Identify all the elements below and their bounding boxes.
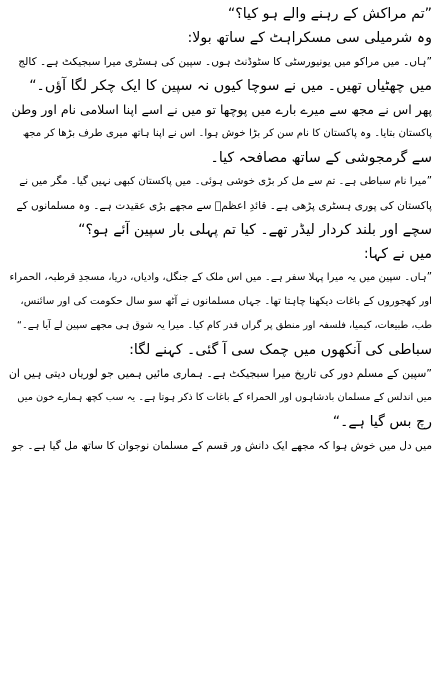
text-line: اور کھجوروں کے باغات دیکھنا چاہتا تھا۔ جہاں مسلمانوں نے آٹھ سو سال حکومت کی اور سائنس، — [20, 296, 432, 307]
text-line: ”میرا نام سباطی ہے۔ تم سے مل کر بڑی خوشی ہوئی۔ میں پاکستان کبھی نہیں گیا۔ مگر میں نے — [19, 176, 432, 187]
text-line: میں چھٹیاں تھیں۔ میں نے سوچا کیوں نہ سپین کا ایک چکر لگا آؤں۔“ — [29, 78, 432, 94]
text-line: پھر اس نے مجھ سے میرے بارے میں پوچھا تو میں نے اسے اپنا اسلامی نام اور وطن — [11, 102, 432, 117]
text-line: سچے اور بلند کردار لیڈر تھے۔ کیا تم پہلی بار سپین آئے ہو؟“ — [78, 222, 432, 238]
text-line: پاکستان بتایا۔ وہ پاکستان کا نام سن کر بڑا خوش ہوا۔ اس نے اپنا ہاتھ میری طرف بڑھا کر مجھ — [22, 128, 432, 139]
text-line: ”ہاں۔ سپین میں یہ میرا پہلا سفر ہے۔ میں اس ملک کے جنگل، وادیاں، دریا، مسجدِ قرطبہ، الحمراء — [9, 272, 432, 283]
text-line: میں اندلس کے مسلمان بادشاہوں اور الحمراء کے باغات کا ذکر ہوتا ہے۔ یہ سب کچھ ہمارے خون میں — [17, 392, 432, 403]
text-line: ”تم مراکش کے رہنے والے ہو کیا؟“ — [227, 6, 432, 22]
text-line: پاکستان کی پوری ہسٹری پڑھی ہے۔ قائدِ اعظمؒ سے مجھے بڑی عقیدت ہے۔ وہ مسلمانوں کے — [16, 200, 432, 212]
text-line: میں دل میں خوش ہوا کہ مجھے ایک دانش ور قسم کے مسلمان نوجوان کا ساتھ مل گیا ہے۔ جو — [12, 440, 432, 452]
text-line: سے گرمجوشی کے ساتھ مصافحہ کیا۔ — [210, 150, 432, 166]
text-line: وہ شرمیلی سی مسکراہٹ کے ساتھ بولا: — [187, 30, 432, 46]
text-line: طب، طبیعات، کیمیا، فلسفہ اور منطق پر گراں قدر کام کیا۔ میرا یہ شوق ہی مجھے سپین لے آیا ہے۔“ — [16, 320, 432, 331]
text-line: سباطی کی آنکھوں میں چمک سی آ گئی۔ کہنے لگا: — [129, 342, 432, 358]
text-line: ”ہاں۔ میں مراکو میں یونیورسٹی کا سٹوڈنٹ ہوں۔ سپین کی ہسٹری میرا سبجیکٹ ہے۔ کالج — [18, 56, 432, 68]
text-line: میں نے کہا: — [363, 246, 432, 262]
text-line: رچ بس گیا ہے۔“ — [332, 414, 432, 430]
text-line: ”سپین کے مسلم دور کی تاریخ میرا سبجیکٹ ہے۔ ہماری مائیں ہمیں جو لوریاں دیتی ہیں ان — [8, 367, 432, 380]
